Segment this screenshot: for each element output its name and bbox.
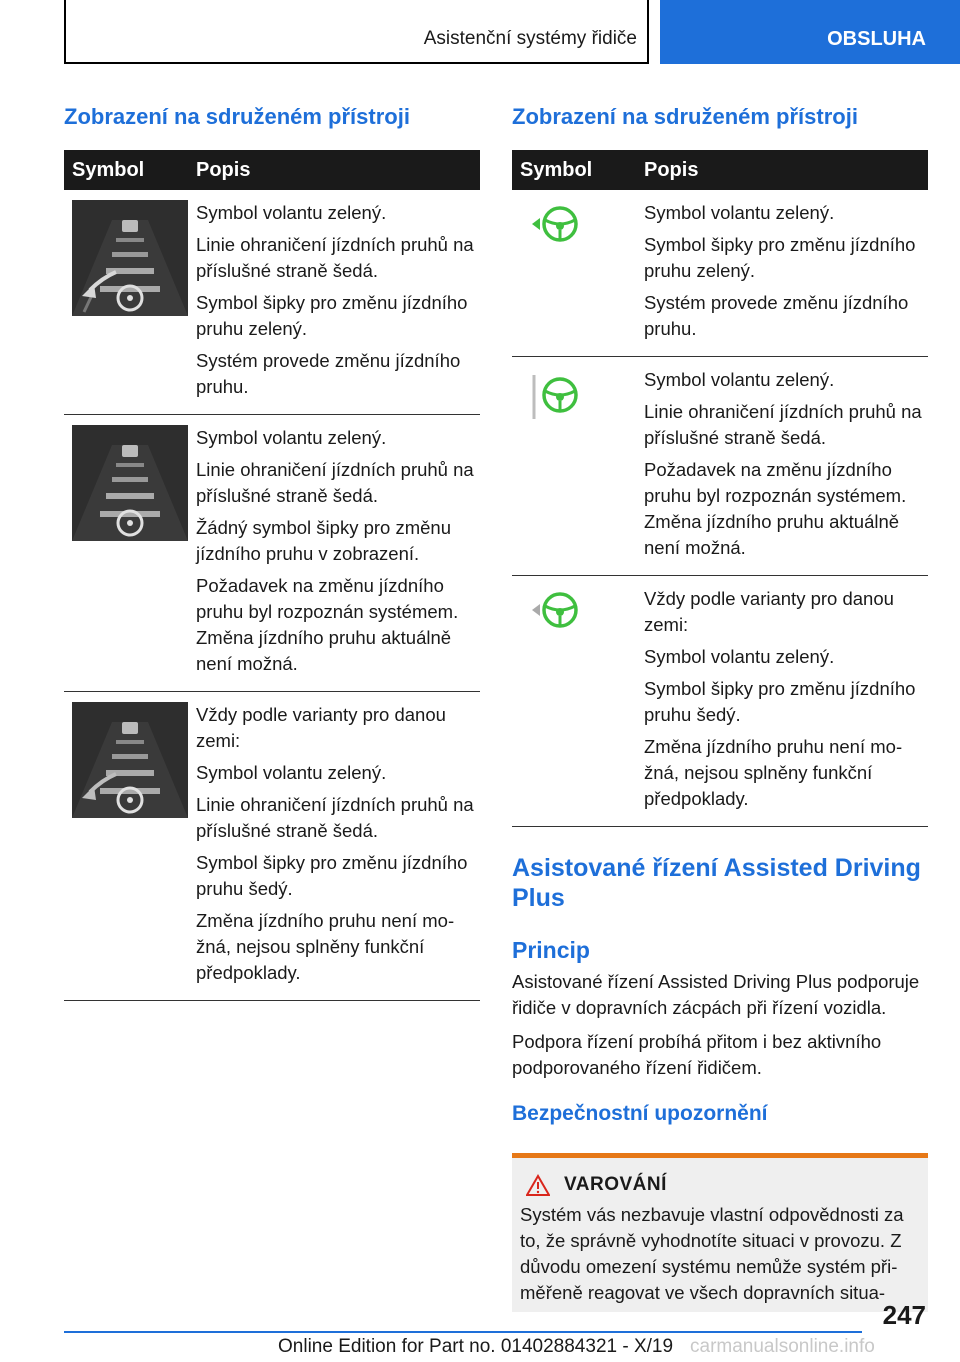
row-text: Žádný symbol šipky pro změnu jízdního pruhu v zobrazení. — [196, 517, 451, 564]
right-col-symbol: Symbol — [520, 158, 593, 181]
table-row — [512, 576, 928, 827]
safety-heading: Bezpečnostní upozornění — [512, 1102, 768, 1125]
header-bottom-rule — [64, 62, 649, 64]
row-text: Symbol volantu zelený. — [644, 202, 835, 223]
principle-paragraph: Asistované řízení Assisted Driving Plus podporuje řidiče v dopravních zácpách při řízení vozidla. — [512, 971, 920, 1018]
right-column — [512, 100, 928, 1312]
warning-box — [512, 1158, 928, 1312]
warning-text: Systém vás nezbavuje vlastní odpovědnosti za to, že správně vyhodnotíte situaci v provozu. Z důvodu omezení systému nemůže systém přiměřeně reagovat ve všech dopravních situa- — [520, 1204, 904, 1303]
principle-paragraph: Podpora řízení probíhá přitom i bez aktivního podporovaného řízení řidičem. — [512, 1031, 882, 1078]
lane-change-display-image — [72, 200, 188, 316]
row-text: Symbol volantu zelený. — [196, 202, 387, 223]
footer-watermark: carmanualsonline.info — [690, 1336, 875, 1357]
row-text: Vždy podle varianty pro danou zemi: — [196, 704, 446, 751]
page-number: 247 — [882, 1300, 926, 1330]
row-text: Symbol šipky pro změnu jízdního pruhu šedý. — [644, 678, 916, 725]
header-right-rule — [647, 0, 649, 64]
table-row — [64, 190, 480, 415]
principle-heading: Princip — [512, 937, 590, 963]
table-row — [512, 190, 928, 357]
warning-title: VAROVÁNÍ — [564, 1174, 667, 1195]
warning-triangle-icon — [526, 1174, 550, 1196]
right-col-desc: Popis — [644, 158, 699, 181]
header-left-rule — [64, 0, 66, 64]
row-text: Požadavek na změnu jízdního pruhu byl rozpoznán systémem. Změna jízdního pruhu aktuálně není možná. — [644, 459, 907, 558]
steering-wheel-grey-arrow-icon — [520, 586, 636, 636]
header-chapter-label: OBSLUHA — [827, 27, 926, 50]
left-section-title: Zobrazení na sdruženém přístroji — [64, 104, 410, 129]
row-text: Symbol šipky pro změnu jízdního pruhu zelený. — [196, 292, 468, 339]
table-row — [512, 357, 928, 576]
header-chapter-tab[interactable] — [660, 0, 960, 64]
row-text: Symbol volantu zelený. — [196, 427, 387, 448]
row-text: Požadavek na změnu jízdního pruhu byl rozpoznán systémem. Změna jízdního pruhu aktuálně není možná. — [196, 575, 459, 674]
right-section-title: Zobrazení na sdruženém přístroji — [512, 104, 858, 129]
lane-change-display-image — [72, 702, 188, 818]
table-row — [64, 415, 480, 692]
footer-rule — [64, 1331, 862, 1333]
row-text: Změna jízdního pruhu není možná, nejsou splněny funkční předpoklady. — [196, 910, 455, 983]
left-col-symbol: Symbol — [72, 158, 145, 181]
lane-change-display-image — [72, 425, 188, 541]
row-text: Systém provede změnu jízdního pruhu. — [644, 292, 909, 339]
table-row — [64, 692, 480, 1001]
steering-wheel-green-arrow-icon — [520, 200, 636, 250]
lane-change-arrow-green-icon — [72, 200, 188, 316]
left-column — [64, 100, 480, 1001]
row-text: Symbol volantu zelený. — [644, 646, 835, 667]
header-section-title: Asistenční systémy řidiče — [423, 28, 637, 49]
row-text: Symbol volantu zelený. — [644, 369, 835, 390]
row-text: Symbol volantu zelený. — [196, 762, 387, 783]
steering-wheel-lane-line-icon — [520, 367, 636, 427]
row-text: Linie ohraničení jízdních pruhů na příslušné straně šedá. — [644, 401, 922, 448]
section-heading: Asistované řízení Assisted Driving Plus — [512, 854, 921, 912]
row-text: Symbol šipky pro změnu jízdního pruhu šedý. — [196, 852, 468, 899]
left-table-header — [64, 150, 480, 190]
right-table-header — [512, 150, 928, 190]
row-text: Změna jízdního pruhu není možná, nejsou splněny funkční předpoklady. — [644, 736, 903, 809]
lane-change-no-arrow-icon — [72, 425, 188, 541]
row-text: Symbol šipky pro změnu jízdního pruhu zelený. — [644, 234, 916, 281]
row-text: Linie ohraničení jízdních pruhů na příslušné straně šedá. — [196, 459, 474, 506]
row-text: Linie ohraničení jízdních pruhů na příslušné straně šedá. — [196, 794, 474, 841]
lane-change-arrow-grey-icon — [72, 702, 188, 818]
row-text: Linie ohraničení jízdních pruhů na příslušné straně šedá. — [196, 234, 474, 281]
left-col-desc: Popis — [196, 158, 251, 181]
row-text: Systém provede změnu jízdního pruhu. — [196, 350, 461, 397]
footer-edition: Online Edition for Part no. 01402884321 - X/19 — [278, 1336, 674, 1357]
row-text: Vždy podle varianty pro danou zemi: — [644, 588, 894, 635]
